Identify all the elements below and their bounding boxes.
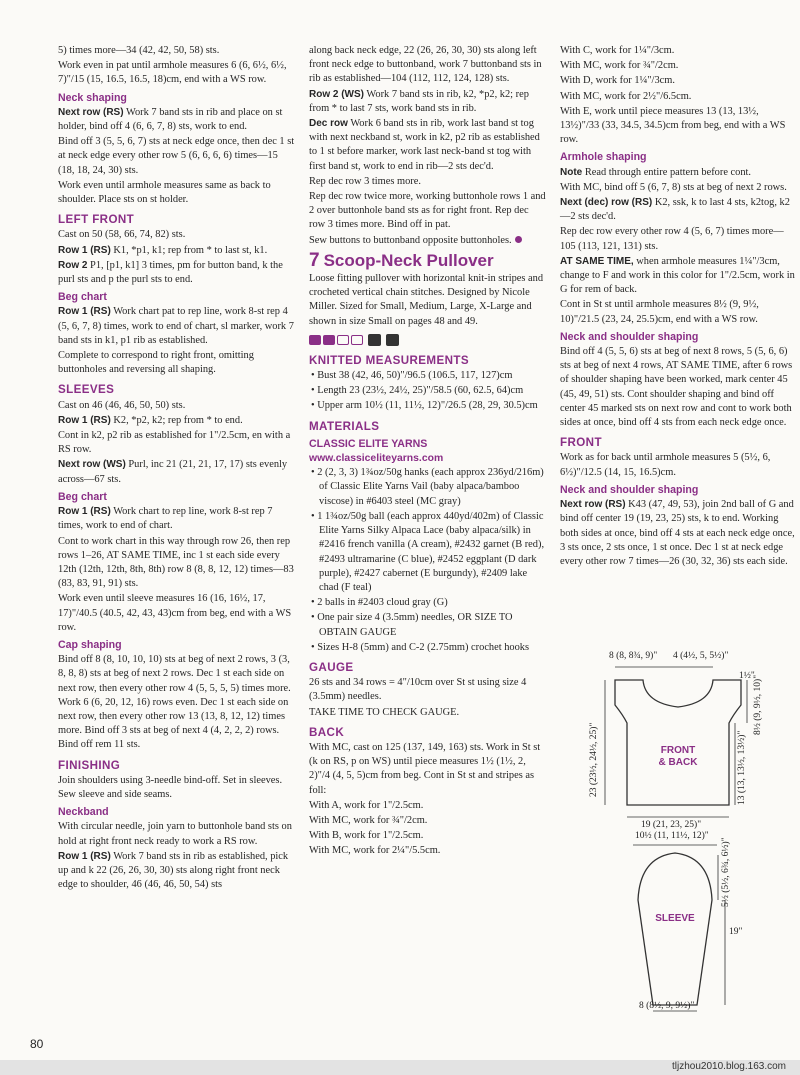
skill-level-box (337, 335, 349, 345)
neck-measurement: 4 (4½, 5, 5½)" (673, 651, 729, 661)
neck-depth-measurement: 1½" (739, 671, 755, 681)
section-heading: Cap shaping (58, 638, 122, 651)
section-heading: KNITTED MEASUREMENTS (309, 353, 470, 367)
paragraph: With MC, work for ¾"/2cm. (560, 60, 679, 72)
paragraph: Cont to work chart in this way through row 26, then rep rows 1–26, AT SAME TIME, inc 1 st each side every 12th (12th, 12th, 8th, 8th) row 8 (8, 8, 12, 12) times—83 (83, 83, 91, 91) sts. (58, 535, 294, 590)
row-label: Next row (RS) (560, 499, 626, 511)
row-text: K1, *p1, k1; rep from * to last st, k1. (110, 244, 268, 256)
paragraph (309, 234, 547, 248)
paragraph (58, 505, 296, 533)
cuff-measurement: 8 (8½, 9, 9½)" (639, 1001, 695, 1011)
text-column-2 (309, 44, 547, 860)
paragraph: Complete to correspond to right front, omitting buttonholes and reversing all shaping. (58, 350, 254, 376)
paragraph: Cont in k2, p2 rib as established for 1"/2.5cm, en with a RS row. (58, 430, 291, 456)
pattern-number: 7 (309, 249, 320, 271)
bullet-item: • One pair size 4 (3.5mm) needles, OR SIZE TO OBTAIN GAUGE (311, 612, 513, 638)
bullet-item: • Bust 38 (42, 46, 50)"/96.5 (106.5, 117, 127)cm (311, 370, 513, 382)
paragraph: Join shoulders using 3-needle bind-off. Set in sleeves. Sew sleeve and side seams. (58, 774, 283, 800)
paragraph: Rep dec row 3 times more. (309, 175, 421, 187)
bullet-item: • 2 balls in #2403 cloud gray (G) (311, 597, 448, 609)
row-text: Work chart pat to rep line, work 8-st rep 4 (5, 6, 7, 8) times, work to end of chart, sl marker, work 7 band sts in k1, p1 rib as established. (58, 306, 294, 346)
paragraph: With MC, work for 2½"/6.5cm. (560, 90, 692, 102)
paragraph: 5) times more—34 (42, 42, 50, 58) sts. (58, 45, 220, 56)
paragraph (58, 244, 296, 258)
sleeve-label: SLEEVE (655, 913, 695, 924)
row-label: Row 2 (WS) (309, 88, 364, 100)
skill-level-box (323, 335, 335, 345)
paragraph: Rep dec row every other row 4 (5, 6, 7) times more—105 (113, 121, 131) sts. (560, 226, 784, 252)
row-label: Row 1 (RS) (58, 506, 111, 518)
paragraph (58, 850, 296, 893)
paragraph: Bind off 4 (5, 5, 6) sts at beg of next 8 rows, 5 (5, 6, 6) sts at beg of next 4 rows, AT SAME TIME, after 6 rows of shoulder shaping have been worked, mark center 45 (45, 49, 51) sts. Cont shoulder shaping and bind off center 45 marked sts on next row and cont to work both sides at once, bind off 4 sts from each neck edge once. (560, 346, 793, 429)
row-label: Dec row (309, 118, 348, 130)
section-heading: FINISHING (58, 758, 121, 772)
row-label: AT SAME TIME, (560, 255, 634, 267)
watermark: tljzhou2010.blog.163.com (672, 1061, 786, 1072)
paragraph: Bind off 3 (5, 5, 6, 7) sts at neck edge once, then dec 1 st at neck edge every other row 5 (6, 6, 6, 6) times—15 (18, 18, 24, 30) sts. (58, 136, 295, 176)
section-heading: FRONT (560, 436, 602, 450)
paragraph: With MC, bind off 5 (6, 7, 8) sts at beg of next 2 rows. (560, 181, 787, 193)
schematic-diagrams (575, 645, 775, 1020)
row-text: K2, *p2, k2; rep from * to end. (110, 414, 243, 426)
knit-icon (368, 334, 381, 346)
row-text: Work chart to rep line, work 8-st rep 7 times, work to end of chart. (58, 506, 273, 532)
row-label: Next row (WS) (58, 459, 126, 471)
paragraph: With A, work for 1"/2.5cm. (309, 799, 424, 811)
yarn-website: www.classiceliteyarns.com (309, 453, 444, 465)
paragraph (309, 117, 547, 174)
row-text: Read through entire pattern before cont. (582, 166, 752, 178)
section-heading: SLEEVES (58, 383, 115, 397)
row-text: K2, ssk, k to last 4 sts, k2tog, k2—2 sts dec'd. (560, 197, 790, 223)
paragraph: Cast on 46 (46, 46, 50, 50) sts. (58, 399, 186, 411)
row-label: Next (dec) row (RS) (560, 197, 653, 209)
bullet-item: • Length 23 (23½, 24½, 25)"/58.5 (60, 62.5, 64)cm (311, 385, 524, 397)
paragraph: Loose fitting pullover with horizontal knit-in stripes and crocheted vertical chain stitches. Designed by Nicole Miller. Sized for Small, Medium, Large, X-Large and shown in size Small on pages 48 and 49. (309, 273, 544, 327)
section-heading: Neck shaping (58, 91, 127, 104)
paragraph (58, 106, 296, 134)
row-text: Work 7 band sts in rib, k2, *p2, k2; rep from * to last 7 sts, work band sts in rib. (309, 88, 529, 114)
section-heading: CLASSIC ELITE YARNS (309, 437, 428, 450)
paragraph: Work as for back until armhole measures 5 (5½, 6, 6½)"/12.5 (14, 15, 16.5)cm. (560, 452, 771, 478)
section-heading: MATERIALS (309, 419, 380, 433)
paragraph (58, 259, 296, 287)
paragraph: With MC, work for 2¼"/5.5cm. (309, 845, 441, 857)
paragraph: With B, work for 1"/2.5cm. (309, 830, 424, 842)
paragraph: along back neck edge, 22 (26, 26, 30, 30) sts along left front neck edge to buttonband, work 7 buttonband sts in rib as established—104 (112, 112, 124, 128) sts. (309, 45, 542, 85)
paragraph: Work even until sleeve measures 16 (16, 16½, 17, 17)"/40.5 (40.5, 42, 43, 43)cm from beg, end with a WS row. (58, 593, 292, 633)
skill-level-indicator (309, 332, 547, 348)
row-label: Note (560, 166, 583, 178)
front-back-outline (615, 680, 741, 805)
paragraph: Bind off 8 (8, 10, 10, 10) sts at beg of next 2 rows, 3 (3, 8, 8, 8) sts at beg of next 2 rows. Dec 1 st each side on next row, then every other row 4 (5, 5, 5, 5) times more. Work 6 (6, 20, 12, 16) rows even. Dec 1 st each side on next row, then every other row 13 (13, 8, 12, 12) times more. Bind off 3 sts at beg of next 4 (4, 2, 2, 2) rows. Bind off rem 11 sts. (58, 654, 291, 751)
paragraph: Work even until armhole measures same as back to shoulder. Place sts on st holder. (58, 179, 271, 206)
cap-measurement: 5½ (5½, 6¾, 6½)" (721, 837, 731, 907)
shoulder-measurement: 8 (8, 8¾, 9)" (609, 651, 658, 661)
paragraph: 26 sts and 34 rows = 4"/10cm over St st using size 4 (3.5mm) needles. (309, 677, 527, 703)
text-column-1 (58, 44, 296, 893)
paragraph: With E, work until piece measures 13 (13, 13½, 13½)"/33 (33, 34.5, 34.5)cm from beg, end with a WS row. (560, 105, 786, 146)
section-heading: BACK (309, 725, 345, 739)
section-heading: Neck and shoulder shaping (560, 330, 699, 343)
paragraph: TAKE TIME TO CHECK GAUGE. (309, 706, 460, 718)
bullet-item: • 1 1¾oz/50g ball (each approx 440yd/402m) of Classic Elite Yarns Silky Alpaca Lace (baby alpaca/silk) in #2416 french vanilla (A cream), #2432 garnet (B red), #2493 ultramarine (C blue), #2452 eggplant (D dark purple), #2427 cabernet (E burgundy), #2409 lake chad (F teal) (311, 510, 545, 593)
paragraph: With C, work for 1¼"/3cm. (560, 45, 675, 56)
bullet-item: • Upper arm 10½ (11, 11½, 12)"/26.5 (28, 29, 30.5)cm (311, 400, 538, 412)
row-label: Row 2 (58, 259, 88, 271)
row-text: Work 6 band sts in rib, work last band st tog with next neckband st, work in k2, p2 rib as established to 1 st before marker, work last neck-band st tog with first band st, work to end in rib—2 sts dec'd. (309, 118, 540, 172)
paragraph: Rep dec row twice more, working buttonhole rows 1 and 2 over buttonhole band sts as for right front. Rep dec row 3 times more. Bind off in pat. (309, 191, 546, 231)
paragraph (560, 166, 795, 180)
sleeve-outline (638, 853, 712, 1005)
section-heading: Neck and shoulder shaping (560, 483, 699, 496)
paragraph (58, 458, 296, 486)
crochet-icon (386, 334, 399, 346)
paragraph (58, 414, 296, 428)
length-measurement: 23 (23½, 24½, 25)" (589, 722, 599, 797)
section-heading: Beg chart (58, 490, 107, 503)
skill-level-box (309, 335, 321, 345)
paragraph (560, 255, 795, 298)
row-label: Row 1 (RS) (58, 414, 111, 426)
pattern-title-text: Scoop-Neck Pullover (323, 250, 494, 270)
paragraph (309, 88, 547, 116)
paragraph: Cast on 50 (58, 66, 74, 82) sts. (58, 229, 186, 241)
row-label: Next row (RS) (58, 106, 124, 118)
row-text: Purl, inc 21 (21, 21, 17, 17) sts evenly across—67 sts. (58, 459, 288, 485)
section-heading: Neckband (58, 806, 109, 819)
armhole-measurement: 8½ (9, 9½, 10)" (753, 674, 763, 735)
row-text: when armhole measures 1¼"/3cm, change to F and work in this color for 1"/2.5cm, work in G for rem of back. (560, 255, 795, 296)
section-heading: Armhole shaping (560, 151, 647, 164)
pattern-title (309, 249, 547, 271)
section-heading: LEFT FRONT (58, 213, 135, 227)
section-heading: Beg chart (58, 291, 107, 304)
end-marker-icon (515, 236, 522, 243)
bullet-item: • Sizes H-8 (5mm) and C-2 (2.75mm) crochet hooks (311, 641, 530, 653)
front-back-label: FRONT & BACK (658, 745, 698, 768)
row-label: Row 1 (RS) (58, 850, 111, 862)
paragraph-text: Sew buttons to buttonband opposite buttonholes. (309, 234, 512, 246)
section-heading: GAUGE (309, 660, 354, 674)
side-measurement: 13 (13, 13½, 13½)" (737, 730, 747, 805)
text-column-3 (560, 44, 795, 570)
row-label: Row 1 (RS) (58, 244, 111, 256)
paragraph: Work even in pat until armhole measures 6 (6, 6½, 6½, 7)"/15 (15, 16.5, 16.5, 18)cm, end with a WS row. (58, 60, 287, 86)
sleeve-length-measurement: 19" (729, 927, 743, 937)
row-text: K43 (47, 49, 53), join 2nd ball of G and bind off center 19 (19, 23, 25) sts, k to end. Working both sides at once, bind off 4 sts at each neck edge once, 3 sts once, 2 sts once, 1 st once. Dec 1 st at neck edge every other row 7 times—26 (30, 32, 36) sts each side. (560, 499, 795, 567)
width-measurement: 19 (21, 23, 25)" (641, 820, 702, 830)
page-number: 80 (30, 1037, 44, 1051)
paragraph (560, 196, 795, 224)
paragraph: With circular needle, join yarn to buttonhole band sts on hold at right front neck ready to work a RS row. (58, 821, 292, 847)
bullet-item: • 2 (2, 3, 3) 1¾oz/50g hanks (each approx 236yd/216m) of Classic Elite Yarns Vail (baby alpaca/bamboo viscose) in #6403 steel (MC gray) (311, 467, 544, 507)
paragraph: With MC, work for ¾"/2cm. (309, 814, 428, 826)
upper-arm-measurement: 10½ (11, 11½, 12)" (635, 831, 709, 841)
paragraph: Cont in St st until armhole measures 8½ (9, 9½, 10)"/21.5 (23, 24, 25.5)cm, end with a WS row. (560, 299, 759, 325)
paragraph (58, 305, 296, 348)
skill-level-box (351, 335, 363, 345)
row-text: Work 7 band sts in rib as established, pick up and k 22 (26, 26, 30, 30) sts along right front neck edge to shoulder, 46 (46, 46, 50, 54) sts (58, 850, 289, 891)
row-text: P1, [p1, k1] 3 times, pm for button band, k the purl sts and p the purl sts to end. (58, 259, 283, 286)
row-text: Work 7 band sts in rib and place on st holder, bind off 4 (6, 6, 7, 8) sts, work to end. (58, 106, 283, 133)
paragraph (560, 498, 795, 569)
row-label: Row 1 (RS) (58, 306, 111, 318)
paragraph: With MC, cast on 125 (137, 149, 163) sts. Work in St st (k on RS, p on WS) until piece measures 1½ (1½, 2, 2)"/4 (4, 5, 5)cm from beg. Cont in St st and stripes as foll: (309, 741, 541, 796)
paragraph: With D, work for 1¼"/3cm. (560, 75, 675, 87)
